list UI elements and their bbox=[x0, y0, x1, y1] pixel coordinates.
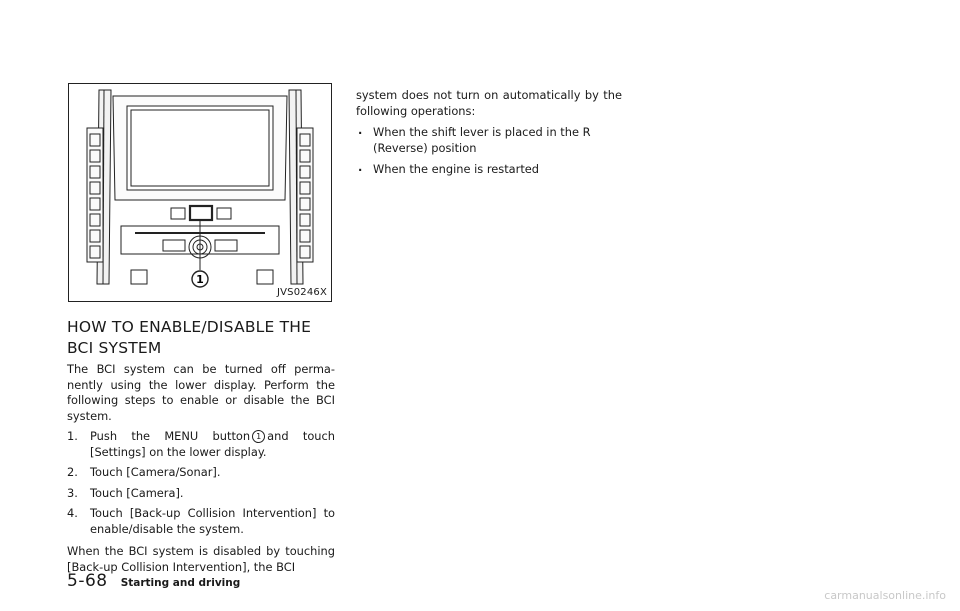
bullet-text: When the shift lever is placed in the R (Reverse) position bbox=[373, 125, 591, 155]
right-column bbox=[356, 88, 622, 178]
step-text: and touch [Settings] on the lower display. bbox=[90, 429, 335, 459]
step-text: Touch [Camera/Sonar]. bbox=[90, 465, 221, 479]
closing-paragraph-part-2: system does not turn on automatically by the following operations: bbox=[356, 88, 622, 118]
bullet-item bbox=[356, 125, 622, 156]
step-1 bbox=[67, 429, 335, 460]
bullet-icon: . bbox=[358, 160, 363, 174]
step-text: Touch [Camera]. bbox=[90, 485, 184, 500]
step-4 bbox=[67, 506, 335, 537]
bullet-item bbox=[356, 162, 622, 178]
heading-line-1: HOW TO ENABLE/DISABLE THE bbox=[67, 318, 312, 336]
bullet-text: When the engine is restarted bbox=[373, 162, 540, 176]
dashboard-figure bbox=[68, 83, 332, 302]
heading-line-2: BCI SYSTEM bbox=[67, 339, 162, 357]
left-column bbox=[67, 362, 335, 575]
step-number: 1. bbox=[67, 429, 78, 443]
intro-paragraph: The BCI system can be turned off perma-nently using the lower display. Perform the following steps to enable or disable the BCI system. bbox=[67, 362, 335, 423]
step-number: 2. bbox=[67, 465, 78, 479]
center-console-illustration bbox=[69, 84, 331, 301]
section-title: Starting and driving bbox=[120, 577, 241, 589]
step-2 bbox=[67, 465, 335, 481]
closing-paragraph-part-1: When the BCI system is disabled by touching [Back-up Collision Intervention], the BCI bbox=[67, 544, 335, 574]
page-footer bbox=[67, 571, 240, 591]
section-heading bbox=[67, 317, 347, 359]
step-text: Push the MENU button bbox=[90, 429, 251, 443]
page-number: 5-68 bbox=[67, 571, 108, 591]
step-number: 3. bbox=[67, 485, 78, 500]
watermark: carmanualsonline.info bbox=[824, 589, 946, 602]
figure-code: JVS0246X bbox=[276, 287, 327, 298]
bullet-icon: . bbox=[358, 123, 363, 137]
menu-button-callout-icon: 1 bbox=[252, 430, 265, 443]
step-3 bbox=[67, 486, 335, 502]
callout-number: 1 bbox=[196, 273, 204, 286]
step-number: 4. bbox=[67, 506, 78, 520]
step-text: Touch [Back-up Collision Intervention] to enable/disable the system. bbox=[90, 506, 335, 536]
